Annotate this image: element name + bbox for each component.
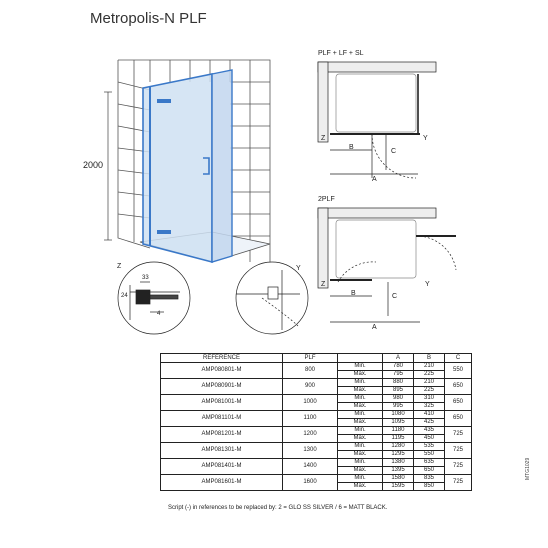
table-header-row bbox=[161, 354, 472, 363]
header-c: C bbox=[445, 354, 472, 363]
cell-reference: AMP081001-M bbox=[161, 395, 283, 411]
cell-max-label: Máx. bbox=[338, 419, 383, 427]
cell-c: 725 bbox=[445, 427, 472, 443]
cell-b-max: 650 bbox=[414, 467, 445, 475]
cell-plf: 1600 bbox=[283, 475, 338, 491]
header-reference: REFERENCE bbox=[161, 354, 283, 363]
cell-b-max: 550 bbox=[414, 451, 445, 459]
cell-b-min: 435 bbox=[414, 427, 445, 435]
cell-reference: AMP081201-M bbox=[161, 427, 283, 443]
cell-min-label: Min. bbox=[338, 411, 383, 419]
header-plf: PLF bbox=[283, 354, 338, 363]
cell-reference: AMP080901-M bbox=[161, 379, 283, 395]
cell-a-max: 1195 bbox=[383, 435, 414, 443]
cell-plf: 1400 bbox=[283, 459, 338, 475]
cell-c: 650 bbox=[445, 411, 472, 427]
cell-max-label: Máx. bbox=[338, 483, 383, 491]
cell-b-max: 225 bbox=[414, 387, 445, 395]
cell-b-max: 325 bbox=[414, 403, 445, 411]
cell-b-min: 310 bbox=[414, 395, 445, 403]
cell-b-max: 450 bbox=[414, 435, 445, 443]
detail-left-dim-4: 4 bbox=[157, 311, 161, 317]
header-a: A bbox=[383, 354, 414, 363]
table-row bbox=[161, 363, 472, 371]
cell-plf: 1100 bbox=[283, 411, 338, 427]
cell-reference: AMP081301-M bbox=[161, 443, 283, 459]
hinge-bottom bbox=[157, 230, 171, 234]
cell-a-min: 1180 bbox=[383, 427, 414, 435]
side-panel-glass bbox=[212, 70, 232, 262]
cell-max-label: Máx. bbox=[338, 403, 383, 411]
cell-plf: 1200 bbox=[283, 427, 338, 443]
cell-b-min: 635 bbox=[414, 459, 445, 467]
cell-a-max: 1395 bbox=[383, 467, 414, 475]
table-row bbox=[161, 395, 472, 403]
cell-min-label: Min. bbox=[338, 395, 383, 403]
cell-b-min: 535 bbox=[414, 443, 445, 451]
plan-1-a-label: A bbox=[372, 176, 377, 183]
cell-min-label: Min. bbox=[338, 379, 383, 387]
cell-plf: 1300 bbox=[283, 443, 338, 459]
cell-min-label: Min. bbox=[338, 363, 383, 371]
plan-2-title: 2PLF bbox=[318, 196, 335, 203]
cell-b-max: 225 bbox=[414, 371, 445, 379]
table-row bbox=[161, 475, 472, 483]
detail-left-dim-24: 24 bbox=[121, 293, 128, 299]
cell-max-label: Máx. bbox=[338, 371, 383, 379]
table-row bbox=[161, 459, 472, 467]
cell-b-max: 425 bbox=[414, 419, 445, 427]
plan-2-c-label: C bbox=[392, 293, 398, 300]
plan-1-title: PLF + LF + SL bbox=[318, 50, 364, 57]
plan-1-b-label: B bbox=[349, 144, 354, 151]
dimensions-table bbox=[160, 353, 472, 491]
cell-max-label: Máx. bbox=[338, 467, 383, 475]
hinge-top bbox=[157, 99, 171, 103]
cell-a-min: 780 bbox=[383, 363, 414, 371]
table-row bbox=[161, 379, 472, 387]
cell-max-label: Máx. bbox=[338, 451, 383, 459]
detail-right-y-label: Y bbox=[296, 265, 301, 272]
cell-c: 650 bbox=[445, 379, 472, 395]
cell-plf: 900 bbox=[283, 379, 338, 395]
plan-view-1 bbox=[318, 62, 436, 178]
cell-max-label: Máx. bbox=[338, 435, 383, 443]
plan-2-b-label: B bbox=[351, 290, 356, 297]
plan-1-c-label: C bbox=[391, 148, 397, 155]
cell-a-min: 980 bbox=[383, 395, 414, 403]
cell-a-max: 1595 bbox=[383, 483, 414, 491]
document-code: MTG1029 bbox=[525, 457, 531, 480]
plan-2-y-label: Y bbox=[425, 281, 430, 288]
table-row bbox=[161, 427, 472, 435]
cell-min-label: Min. bbox=[338, 443, 383, 451]
page-title: Metropolis-N PLF bbox=[90, 10, 207, 27]
cell-a-min: 1280 bbox=[383, 443, 414, 451]
cell-a-max: 1295 bbox=[383, 451, 414, 459]
header-minmax bbox=[338, 354, 383, 363]
cell-b-min: 410 bbox=[414, 411, 445, 419]
table-row bbox=[161, 443, 472, 451]
cell-min-label: Min. bbox=[338, 427, 383, 435]
cell-b-min: 210 bbox=[414, 379, 445, 387]
cell-a-min: 1580 bbox=[383, 475, 414, 483]
cell-b-min: 835 bbox=[414, 475, 445, 483]
cell-reference: AMP080801-M bbox=[161, 363, 283, 379]
cell-c: 725 bbox=[445, 443, 472, 459]
plan-1-z-label: Z bbox=[321, 135, 326, 142]
cell-a-max: 995 bbox=[383, 403, 414, 411]
cell-a-max: 1095 bbox=[383, 419, 414, 427]
cell-reference: AMP081601-M bbox=[161, 475, 283, 491]
cell-a-min: 880 bbox=[383, 379, 414, 387]
footnote: Script (-) in references to be replaced by: 2 = GLO SS SILVER / 6 = MATT BLACK. bbox=[168, 505, 388, 511]
cell-a-min: 1080 bbox=[383, 411, 414, 419]
cell-c: 725 bbox=[445, 459, 472, 475]
cell-b-max: 850 bbox=[414, 483, 445, 491]
cell-reference: AMP081401-M bbox=[161, 459, 283, 475]
detail-circle-right bbox=[236, 262, 308, 334]
cell-c: 725 bbox=[445, 475, 472, 491]
detail-circle-left bbox=[118, 262, 190, 334]
cell-min-label: Min. bbox=[338, 459, 383, 467]
table-body bbox=[161, 363, 472, 491]
plan-view-2 bbox=[318, 208, 456, 322]
detail-left-dim-33: 33 bbox=[142, 275, 149, 281]
detail-left-z-label: Z bbox=[117, 263, 122, 270]
cell-plf: 1000 bbox=[283, 395, 338, 411]
cell-c: 550 bbox=[445, 363, 472, 379]
front-door-glass bbox=[143, 74, 212, 262]
cell-a-max: 895 bbox=[383, 387, 414, 395]
plan-1-y-label: Y bbox=[423, 135, 428, 142]
plan-2-z-label: Z bbox=[321, 281, 326, 288]
table-row bbox=[161, 411, 472, 419]
header-b: B bbox=[414, 354, 445, 363]
cell-a-max: 795 bbox=[383, 371, 414, 379]
cell-max-label: Máx. bbox=[338, 387, 383, 395]
cell-min-label: Min. bbox=[338, 475, 383, 483]
height-dimension-label: 2000 bbox=[83, 160, 104, 170]
cell-plf: 800 bbox=[283, 363, 338, 379]
cell-a-min: 1380 bbox=[383, 459, 414, 467]
plan-2-a-label: A bbox=[372, 324, 377, 331]
cell-reference: AMP081101-M bbox=[161, 411, 283, 427]
cell-b-min: 210 bbox=[414, 363, 445, 371]
cell-c: 650 bbox=[445, 395, 472, 411]
